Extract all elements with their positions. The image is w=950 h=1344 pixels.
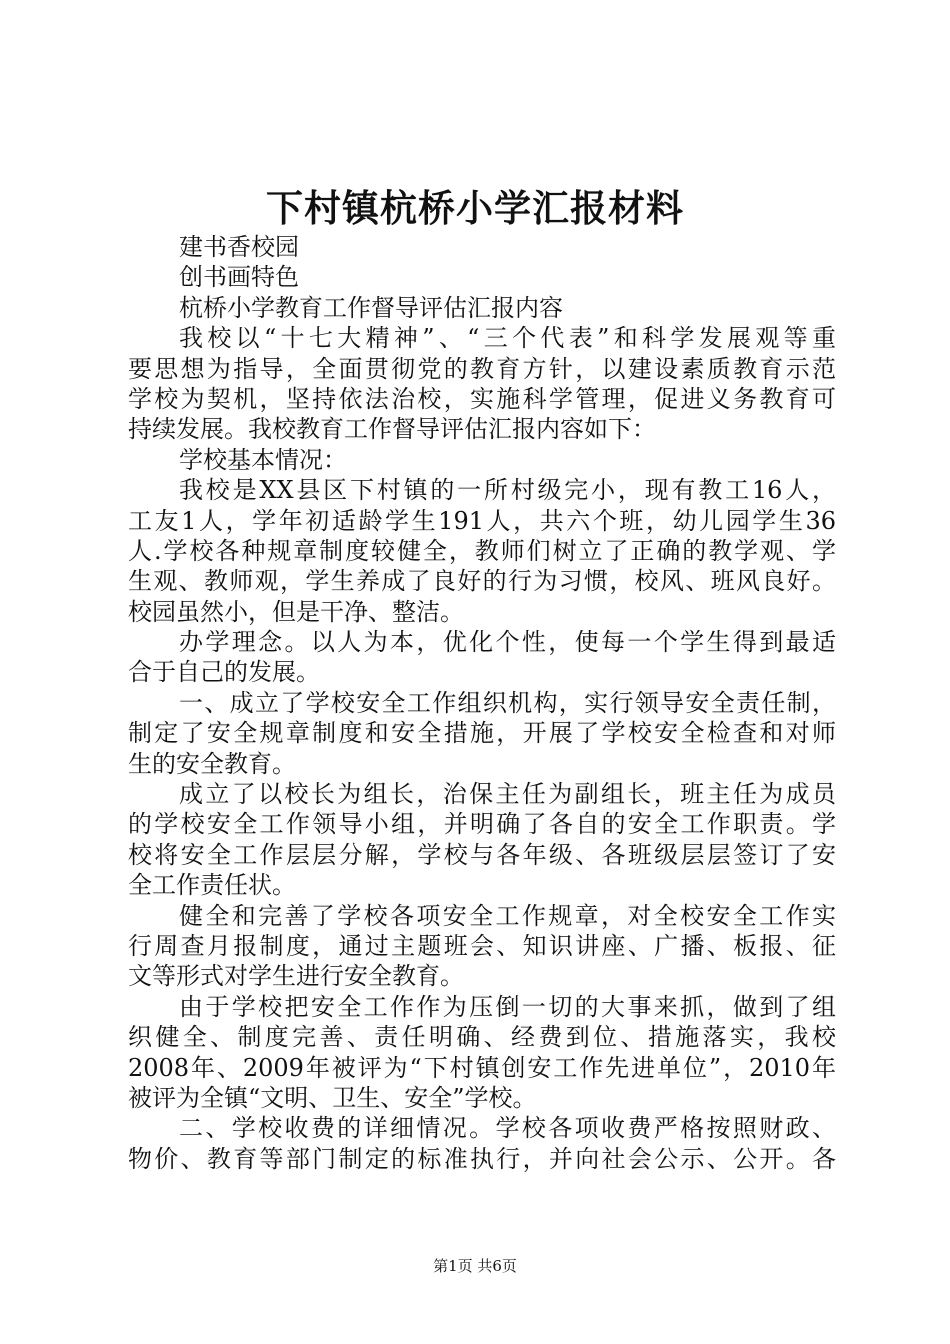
paragraph-line: 文等形式对学生进行安全教育。 — [128, 962, 464, 991]
paragraph-line: 建书香校园 — [179, 233, 299, 261]
paragraph-line: 办学理念。以人为本，优化个性，使每一个学生得到最适 — [179, 628, 836, 657]
paragraph-line: 2008年、2009年被评为“下村镇创安工作先进单位”，2010年 — [128, 1053, 836, 1082]
paragraph-line: 持续发展。我校教育工作督导评估汇报内容如下： — [128, 415, 656, 444]
paragraph-line: 工友1人，学年初适龄学生191人，共六个班，幼儿园学生36 — [128, 506, 836, 535]
paragraph-line: 物价、教育等部门制定的标准执行，并向社会公示、公开。各 — [128, 1144, 836, 1173]
paragraph-line: 学校为契机，坚持依法治校，实施科学管理，促进义务教育可 — [128, 384, 836, 413]
paragraph-line: 被评为全镇“文明、卫生、安全”学校。 — [128, 1083, 537, 1112]
document-title: 下村镇杭桥小学汇报材料 — [266, 186, 684, 230]
paragraph-line: 全工作责任状。 — [128, 871, 296, 900]
paragraph-line: 要思想为指导，全面贯彻党的教育方针，以建设素质教育示范 — [128, 354, 836, 383]
document-body — [128, 232, 836, 1174]
paragraph-line: 的学校安全工作领导小组，并明确了各自的安全工作职责。学 — [128, 810, 836, 839]
paragraph-line: 健全和完善了学校各项安全工作规章，对全校安全工作实 — [179, 901, 836, 930]
paragraph-line: 我校以“十七大精神”、“三个代表”和科学发展观等重 — [179, 324, 836, 353]
paragraph-line: 行周查月报制度，通过主题班会、知识讲座、广播、板报、征 — [128, 931, 836, 960]
paragraph-line: 成立了以校长为组长，治保主任为副组长，班主任为成员 — [179, 780, 836, 809]
paragraph-line: 校园虽然小，但是干净、整洁。 — [128, 597, 464, 626]
paragraph-line: 创书画特色 — [179, 263, 299, 292]
paragraph-line: 一、成立了学校安全工作组织机构，实行领导安全责任制， — [179, 688, 836, 717]
paragraph-line: 人.学校各种规章制度较健全，教师们树立了正确的教学观、学 — [128, 536, 836, 565]
paragraph-line: 学校基本情况： — [179, 445, 347, 474]
paragraph-line: 杭桥小学教育工作督导评估汇报内容 — [179, 293, 563, 322]
paragraph-line: 我校是XX县区下村镇的一所村级完小，现有教工16人， — [179, 476, 836, 505]
paragraph-line: 生观、教师观，学生养成了良好的行为习惯，校风、班风良好。 — [128, 567, 836, 596]
paragraph-line: 由于学校把安全工作作为压倒一切的大事来抓，做到了组 — [179, 992, 836, 1021]
paragraph-line: 校将安全工作层层分解，学校与各年级、各班级层层签订了安 — [128, 840, 836, 869]
paragraph-line: 二、学校收费的详细情况。学校各项收费严格按照财政、 — [179, 1114, 836, 1143]
paragraph-line: 织健全、制度完善、责任明确、经费到位、措施落实，我校 — [128, 1023, 836, 1052]
page-footer: 第1页 共6页 — [433, 1257, 517, 1275]
paragraph-line: 制定了安全规章制度和安全措施，开展了学校安全检查和对师 — [128, 719, 836, 748]
paragraph-line: 生的安全教育。 — [128, 749, 296, 778]
paragraph-line: 合于自己的发展。 — [128, 658, 320, 687]
